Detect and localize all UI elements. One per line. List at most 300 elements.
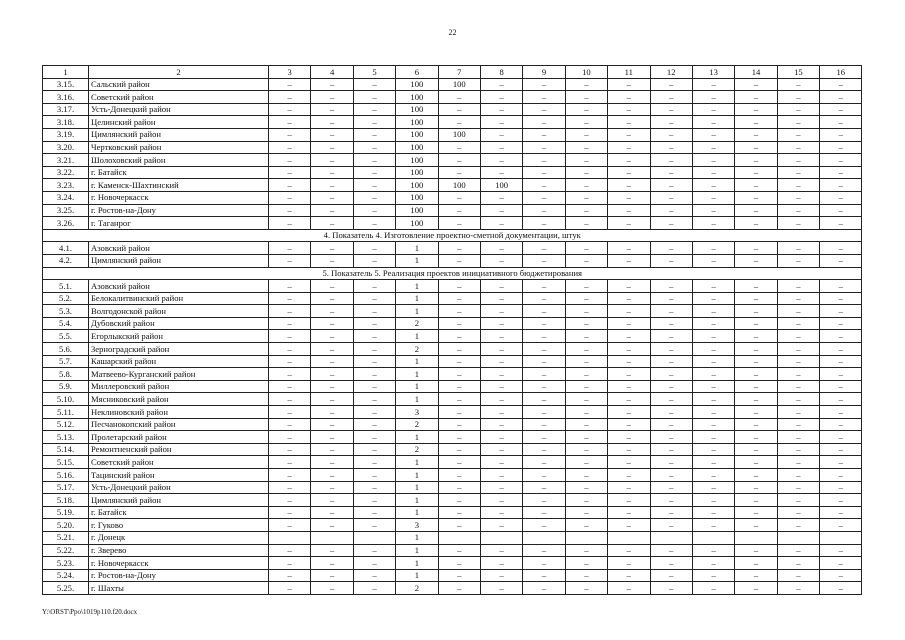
- value-cell: –: [438, 242, 480, 255]
- value-cell: –: [311, 204, 353, 217]
- value-cell: –: [650, 154, 692, 167]
- value-cell: –: [480, 582, 522, 595]
- value-cell: –: [565, 154, 607, 167]
- value-cell: –: [650, 91, 692, 104]
- value-cell: 100: [396, 103, 438, 116]
- value-cell: –: [650, 330, 692, 343]
- value-cell: –: [353, 317, 395, 330]
- value-cell: –: [523, 280, 565, 293]
- value-cell: 100: [396, 204, 438, 217]
- value-cell: –: [480, 154, 522, 167]
- value-cell: –: [820, 393, 862, 406]
- header-cell: 6: [396, 66, 438, 79]
- value-cell: –: [269, 242, 311, 255]
- value-cell: –: [608, 78, 650, 91]
- value-cell: [353, 531, 395, 544]
- value-cell: –: [735, 343, 777, 356]
- row-name: г. Гуково: [89, 519, 269, 532]
- value-cell: –: [353, 116, 395, 129]
- value-cell: –: [353, 330, 395, 343]
- value-cell: –: [735, 292, 777, 305]
- value-cell: –: [608, 494, 650, 507]
- value-cell: –: [777, 317, 819, 330]
- value-cell: –: [692, 292, 734, 305]
- value-cell: –: [565, 330, 607, 343]
- value-cell: –: [735, 204, 777, 217]
- row-number: 3.17.: [43, 103, 89, 116]
- value-cell: –: [269, 456, 311, 469]
- value-cell: –: [650, 481, 692, 494]
- value-cell: –: [820, 91, 862, 104]
- header-cell: 8: [480, 66, 522, 79]
- value-cell: –: [353, 292, 395, 305]
- table-row: [43, 557, 862, 570]
- table-row: [43, 582, 862, 595]
- value-cell: –: [692, 204, 734, 217]
- value-cell: –: [523, 242, 565, 255]
- value-cell: –: [269, 544, 311, 557]
- value-cell: –: [565, 166, 607, 179]
- value-cell: –: [523, 582, 565, 595]
- value-cell: –: [353, 355, 395, 368]
- table-row: [43, 305, 862, 318]
- value-cell: –: [269, 582, 311, 595]
- value-cell: –: [480, 317, 522, 330]
- value-cell: –: [608, 204, 650, 217]
- value-cell: –: [353, 179, 395, 192]
- row-number: 5.9.: [43, 380, 89, 393]
- row-number: 5.15.: [43, 456, 89, 469]
- row-name: г. Донецк: [89, 531, 269, 544]
- value-cell: 1: [396, 469, 438, 482]
- value-cell: –: [777, 242, 819, 255]
- section-heading-row: [43, 229, 862, 242]
- value-cell: –: [353, 254, 395, 267]
- value-cell: –: [311, 343, 353, 356]
- value-cell: –: [438, 494, 480, 507]
- header-cell: 2: [89, 66, 269, 79]
- value-cell: –: [269, 91, 311, 104]
- value-cell: –: [565, 431, 607, 444]
- value-cell: –: [735, 557, 777, 570]
- value-cell: –: [692, 456, 734, 469]
- row-number: 5.11.: [43, 406, 89, 419]
- value-cell: –: [735, 317, 777, 330]
- row-number: 5.14.: [43, 443, 89, 456]
- value-cell: –: [692, 330, 734, 343]
- value-cell: 1: [396, 481, 438, 494]
- value-cell: –: [650, 179, 692, 192]
- value-cell: 1: [396, 494, 438, 507]
- value-cell: –: [650, 431, 692, 444]
- value-cell: –: [480, 393, 522, 406]
- value-cell: –: [777, 380, 819, 393]
- row-number: 5.13.: [43, 431, 89, 444]
- value-cell: 100: [480, 179, 522, 192]
- value-cell: –: [311, 469, 353, 482]
- value-cell: –: [353, 280, 395, 293]
- value-cell: –: [480, 544, 522, 557]
- table-row: [43, 91, 862, 104]
- value-cell: –: [480, 141, 522, 154]
- value-cell: 1: [396, 254, 438, 267]
- value-cell: –: [608, 519, 650, 532]
- value-cell: –: [735, 582, 777, 595]
- value-cell: –: [480, 204, 522, 217]
- value-cell: –: [565, 128, 607, 141]
- value-cell: –: [523, 481, 565, 494]
- value-cell: [735, 531, 777, 544]
- value-cell: –: [480, 481, 522, 494]
- table-row: [43, 355, 862, 368]
- value-cell: –: [438, 166, 480, 179]
- value-cell: –: [269, 343, 311, 356]
- row-name: г. Каменск-Шахтинский: [89, 179, 269, 192]
- value-cell: –: [523, 431, 565, 444]
- value-cell: –: [777, 91, 819, 104]
- row-name: Целинский район: [89, 116, 269, 129]
- value-cell: 100: [396, 154, 438, 167]
- value-cell: –: [820, 116, 862, 129]
- row-name: Волгодонской район: [89, 305, 269, 318]
- value-cell: –: [650, 368, 692, 381]
- value-cell: –: [438, 91, 480, 104]
- value-cell: –: [311, 506, 353, 519]
- value-cell: –: [480, 469, 522, 482]
- value-cell: –: [820, 141, 862, 154]
- table-row: [43, 393, 862, 406]
- value-cell: –: [523, 78, 565, 91]
- header-cell: 12: [650, 66, 692, 79]
- table-row: [43, 292, 862, 305]
- value-cell: –: [777, 343, 819, 356]
- row-name: Цимлянский район: [89, 254, 269, 267]
- value-cell: –: [650, 191, 692, 204]
- value-cell: –: [438, 506, 480, 519]
- value-cell: 1: [396, 557, 438, 570]
- value-cell: –: [353, 91, 395, 104]
- value-cell: –: [311, 91, 353, 104]
- row-number: 5.1.: [43, 280, 89, 293]
- value-cell: –: [353, 406, 395, 419]
- value-cell: –: [269, 519, 311, 532]
- value-cell: –: [692, 317, 734, 330]
- table-row: [43, 380, 862, 393]
- table-row: [43, 128, 862, 141]
- value-cell: –: [311, 305, 353, 318]
- value-cell: –: [820, 280, 862, 293]
- row-number: 5.8.: [43, 368, 89, 381]
- value-cell: –: [353, 204, 395, 217]
- value-cell: –: [353, 469, 395, 482]
- value-cell: –: [480, 280, 522, 293]
- header-cell: 11: [608, 66, 650, 79]
- row-number: 3.16.: [43, 91, 89, 104]
- value-cell: –: [692, 280, 734, 293]
- value-cell: –: [480, 128, 522, 141]
- value-cell: –: [353, 431, 395, 444]
- value-cell: –: [608, 217, 650, 230]
- value-cell: –: [735, 179, 777, 192]
- value-cell: –: [353, 557, 395, 570]
- value-cell: –: [650, 78, 692, 91]
- value-cell: –: [735, 330, 777, 343]
- value-cell: –: [608, 506, 650, 519]
- value-cell: –: [692, 191, 734, 204]
- value-cell: 1: [396, 330, 438, 343]
- header-cell: 9: [523, 66, 565, 79]
- value-cell: –: [692, 418, 734, 431]
- value-cell: –: [269, 78, 311, 91]
- row-number: 5.20.: [43, 519, 89, 532]
- row-number: 5.6.: [43, 343, 89, 356]
- value-cell: –: [777, 481, 819, 494]
- value-cell: –: [523, 519, 565, 532]
- value-cell: –: [523, 154, 565, 167]
- value-cell: –: [650, 103, 692, 116]
- value-cell: 3: [396, 519, 438, 532]
- value-cell: –: [438, 217, 480, 230]
- value-cell: –: [608, 481, 650, 494]
- row-name: г. Ростов-на-Дону: [89, 204, 269, 217]
- value-cell: –: [523, 557, 565, 570]
- table-row: [43, 103, 862, 116]
- value-cell: –: [650, 242, 692, 255]
- value-cell: –: [777, 557, 819, 570]
- value-cell: –: [777, 393, 819, 406]
- value-cell: –: [523, 91, 565, 104]
- value-cell: –: [311, 217, 353, 230]
- value-cell: –: [692, 179, 734, 192]
- value-cell: –: [650, 166, 692, 179]
- value-cell: –: [608, 431, 650, 444]
- value-cell: –: [608, 406, 650, 419]
- value-cell: –: [565, 418, 607, 431]
- value-cell: 2: [396, 418, 438, 431]
- value-cell: –: [438, 305, 480, 318]
- value-cell: 1: [396, 280, 438, 293]
- value-cell: –: [438, 317, 480, 330]
- value-cell: –: [438, 418, 480, 431]
- table-header-row: [43, 66, 862, 79]
- value-cell: –: [269, 494, 311, 507]
- value-cell: –: [777, 217, 819, 230]
- value-cell: –: [311, 544, 353, 557]
- value-cell: –: [353, 242, 395, 255]
- value-cell: –: [480, 557, 522, 570]
- value-cell: –: [269, 557, 311, 570]
- value-cell: –: [480, 305, 522, 318]
- value-cell: [523, 531, 565, 544]
- value-cell: –: [353, 217, 395, 230]
- value-cell: –: [820, 305, 862, 318]
- value-cell: 2: [396, 443, 438, 456]
- value-cell: –: [438, 154, 480, 167]
- value-cell: –: [777, 544, 819, 557]
- value-cell: –: [608, 544, 650, 557]
- value-cell: –: [269, 154, 311, 167]
- row-name: Зерноградский район: [89, 343, 269, 356]
- table-row: [43, 330, 862, 343]
- value-cell: –: [692, 254, 734, 267]
- value-cell: –: [650, 305, 692, 318]
- row-name: Тацинский район: [89, 469, 269, 482]
- value-cell: –: [353, 191, 395, 204]
- value-cell: –: [777, 78, 819, 91]
- value-cell: –: [608, 166, 650, 179]
- value-cell: –: [269, 103, 311, 116]
- value-cell: –: [735, 481, 777, 494]
- value-cell: –: [650, 443, 692, 456]
- value-cell: –: [353, 103, 395, 116]
- table-row: [43, 368, 862, 381]
- value-cell: –: [735, 217, 777, 230]
- table-row: [43, 406, 862, 419]
- value-cell: –: [269, 393, 311, 406]
- value-cell: –: [608, 355, 650, 368]
- value-cell: –: [480, 431, 522, 444]
- value-cell: –: [692, 116, 734, 129]
- value-cell: –: [777, 179, 819, 192]
- value-cell: –: [269, 443, 311, 456]
- value-cell: –: [820, 128, 862, 141]
- value-cell: –: [565, 292, 607, 305]
- value-cell: –: [523, 128, 565, 141]
- table-row: [43, 154, 862, 167]
- value-cell: –: [480, 406, 522, 419]
- value-cell: [565, 531, 607, 544]
- value-cell: –: [353, 544, 395, 557]
- value-cell: 100: [396, 179, 438, 192]
- value-cell: –: [735, 418, 777, 431]
- value-cell: –: [777, 506, 819, 519]
- value-cell: –: [650, 254, 692, 267]
- value-cell: –: [269, 254, 311, 267]
- value-cell: 100: [438, 179, 480, 192]
- table-row: [43, 531, 862, 544]
- row-number: 3.21.: [43, 154, 89, 167]
- row-number: 3.18.: [43, 116, 89, 129]
- value-cell: –: [565, 582, 607, 595]
- value-cell: –: [438, 569, 480, 582]
- value-cell: 100: [396, 166, 438, 179]
- row-name: Дубовский район: [89, 317, 269, 330]
- value-cell: –: [565, 254, 607, 267]
- value-cell: –: [777, 280, 819, 293]
- value-cell: –: [269, 418, 311, 431]
- value-cell: –: [608, 569, 650, 582]
- value-cell: –: [820, 103, 862, 116]
- table-row: [43, 569, 862, 582]
- value-cell: –: [692, 481, 734, 494]
- value-cell: –: [565, 217, 607, 230]
- value-cell: –: [650, 406, 692, 419]
- value-cell: –: [608, 179, 650, 192]
- value-cell: 100: [396, 191, 438, 204]
- value-cell: –: [480, 343, 522, 356]
- value-cell: –: [650, 544, 692, 557]
- row-number: 5.5.: [43, 330, 89, 343]
- value-cell: –: [650, 204, 692, 217]
- value-cell: –: [820, 443, 862, 456]
- row-number: 3.22.: [43, 166, 89, 179]
- value-cell: –: [608, 91, 650, 104]
- value-cell: –: [523, 544, 565, 557]
- value-cell: –: [269, 317, 311, 330]
- value-cell: –: [438, 469, 480, 482]
- value-cell: –: [523, 380, 565, 393]
- value-cell: –: [311, 443, 353, 456]
- value-cell: 100: [396, 78, 438, 91]
- value-cell: –: [480, 569, 522, 582]
- value-cell: –: [820, 242, 862, 255]
- row-number: 5.10.: [43, 393, 89, 406]
- value-cell: –: [565, 179, 607, 192]
- value-cell: –: [311, 368, 353, 381]
- value-cell: –: [692, 355, 734, 368]
- value-cell: –: [692, 506, 734, 519]
- value-cell: –: [269, 217, 311, 230]
- header-cell: 7: [438, 66, 480, 79]
- value-cell: –: [269, 406, 311, 419]
- value-cell: –: [650, 569, 692, 582]
- table-row: [43, 494, 862, 507]
- row-name: Усть-Донецкий район: [89, 103, 269, 116]
- row-number: 3.19.: [43, 128, 89, 141]
- value-cell: –: [608, 582, 650, 595]
- value-cell: 100: [396, 217, 438, 230]
- value-cell: –: [438, 582, 480, 595]
- row-name: г. Зверево: [89, 544, 269, 557]
- value-cell: –: [523, 141, 565, 154]
- value-cell: –: [353, 456, 395, 469]
- value-cell: –: [650, 418, 692, 431]
- row-name: Кашарский район: [89, 355, 269, 368]
- value-cell: –: [480, 166, 522, 179]
- value-cell: [692, 531, 734, 544]
- value-cell: –: [353, 582, 395, 595]
- value-cell: –: [608, 280, 650, 293]
- value-cell: –: [353, 343, 395, 356]
- value-cell: [269, 531, 311, 544]
- value-cell: –: [608, 393, 650, 406]
- value-cell: 100: [396, 128, 438, 141]
- value-cell: –: [565, 204, 607, 217]
- value-cell: 2: [396, 343, 438, 356]
- value-cell: –: [565, 91, 607, 104]
- value-cell: –: [311, 78, 353, 91]
- value-cell: –: [692, 141, 734, 154]
- value-cell: –: [480, 292, 522, 305]
- value-cell: –: [735, 91, 777, 104]
- value-cell: –: [311, 116, 353, 129]
- value-cell: –: [311, 456, 353, 469]
- value-cell: 3: [396, 406, 438, 419]
- value-cell: –: [735, 355, 777, 368]
- value-cell: –: [777, 368, 819, 381]
- value-cell: –: [608, 469, 650, 482]
- value-cell: –: [608, 368, 650, 381]
- value-cell: –: [269, 305, 311, 318]
- value-cell: –: [777, 406, 819, 419]
- value-cell: [480, 531, 522, 544]
- row-number: 3.23.: [43, 179, 89, 192]
- value-cell: –: [608, 242, 650, 255]
- value-cell: –: [269, 355, 311, 368]
- table-row: [43, 343, 862, 356]
- value-cell: –: [565, 393, 607, 406]
- table-row: [43, 481, 862, 494]
